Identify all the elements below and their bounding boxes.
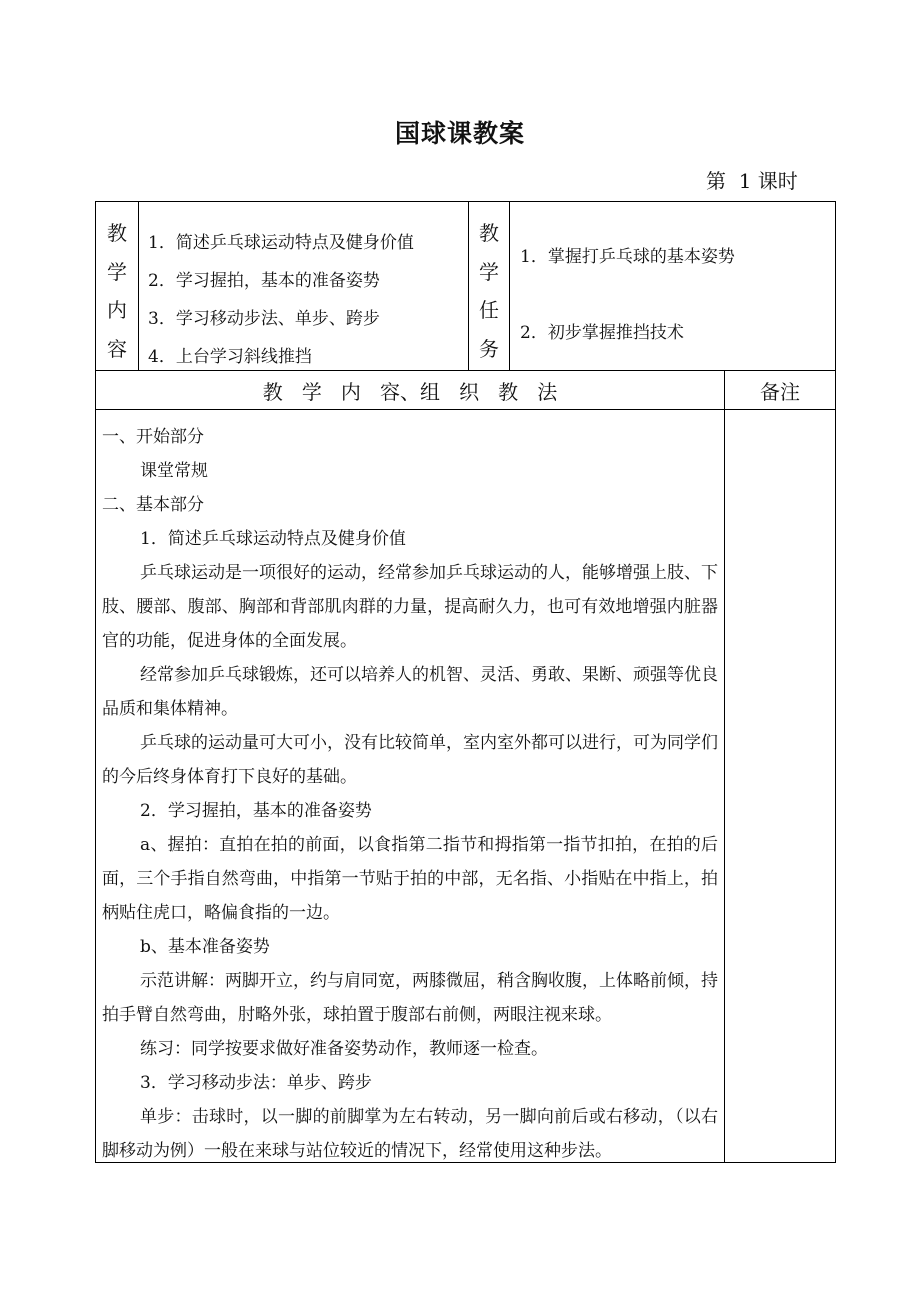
body-subheading: 1．简述乒乓球运动特点及健身价值 <box>140 529 406 549</box>
body-line: 练习：同学按要求做好准备姿势动作，教师逐一检查。 <box>140 1039 548 1059</box>
teaching-task-item: 2．初步掌握推挡技术 <box>520 323 684 343</box>
label-char: 学 <box>479 259 499 284</box>
content-method-header: 教 学 内 容、组 织 教 法 <box>262 379 558 404</box>
teaching-content-label <box>96 223 138 359</box>
label-char: 学 <box>107 259 127 284</box>
grid-line <box>138 202 139 370</box>
teaching-task-item: 1．掌握打乒乓球的基本姿势 <box>520 247 735 267</box>
teaching-tasks-label <box>468 223 510 359</box>
body-paragraph: 乒乓球运动是一项很好的运动，经常参加乒乓球运动的人，能够增强上肢、下肢、腰部、腹部、胸部和背部肌肉群的力量，提高耐久力，也可有效地增强内脏器官的功能，促进身体的全面发展。 <box>102 563 718 651</box>
teaching-content-item: 2．学习握拍，基本的准备姿势 <box>148 271 380 291</box>
body-heading: 二、基本部分 <box>102 495 204 515</box>
teaching-content-item: 4．上台学习斜线推挡 <box>148 347 312 367</box>
label-char: 教 <box>107 221 127 245</box>
body-paragraph: a、握拍：直拍在拍的前面，以食指第二指节和拇指第一指节扣拍，在拍的后面，三个手指自然弯曲，中指第一节贴于拍的中部，无名指、小指贴在中指上，拍柄贴住虎口，略偏食指的一边。 <box>102 835 718 923</box>
label-char: 任 <box>479 298 499 323</box>
teaching-content-list <box>148 224 414 376</box>
body-line: 课堂常规 <box>140 461 208 481</box>
body-paragraph: 单步：击球时，以一脚的前脚掌为左右转动，另一脚向前后或右移动，（以右脚移动为例）一般在来球与站位较近的情况下，经常使用这种步法。 <box>102 1107 718 1161</box>
notes-header: 备注 <box>760 379 800 404</box>
label-char: 务 <box>479 336 499 361</box>
body-heading: 一、开始部分 <box>102 427 204 447</box>
body-subheading: b、基本准备姿势 <box>140 937 270 957</box>
lesson-period: 第 1 课时 <box>706 169 798 193</box>
teaching-content-item: 3．学习移动步法、单步、跨步 <box>148 309 380 329</box>
label-char: 内 <box>107 298 127 323</box>
teaching-content-item: 1．简述乒乓球运动特点及健身价值 <box>148 233 414 253</box>
lesson-body <box>102 420 718 1168</box>
body-subheading: 2．学习握拍，基本的准备姿势 <box>140 801 372 821</box>
body-paragraph: 经常参加乒乓球锻炼，还可以培养人的机智、灵活、勇敢、果断、顽强等优良品质和集体精神。 <box>102 665 718 719</box>
lesson-plan-table <box>95 201 836 1163</box>
body-subheading: 3．学习移动步法：单步、跨步 <box>140 1073 372 1093</box>
teaching-tasks-list <box>520 238 735 352</box>
label-char: 教 <box>479 221 499 245</box>
document-title: 国球课教案 <box>394 119 525 148</box>
label-char: 容 <box>107 336 127 361</box>
grid-line <box>724 370 725 1162</box>
body-paragraph: 示范讲解：两脚开立，约与肩同宽，两膝微屈，稍含胸收腹，上体略前倾，持拍手臂自然弯曲，肘略外张，球拍置于腹部右前侧，两眼注视来球。 <box>102 971 718 1025</box>
body-paragraph: 乒乓球的运动量可大可小，没有比较简单，室内室外都可以进行，可为同学们的今后终身体育打下良好的基础。 <box>102 733 718 787</box>
